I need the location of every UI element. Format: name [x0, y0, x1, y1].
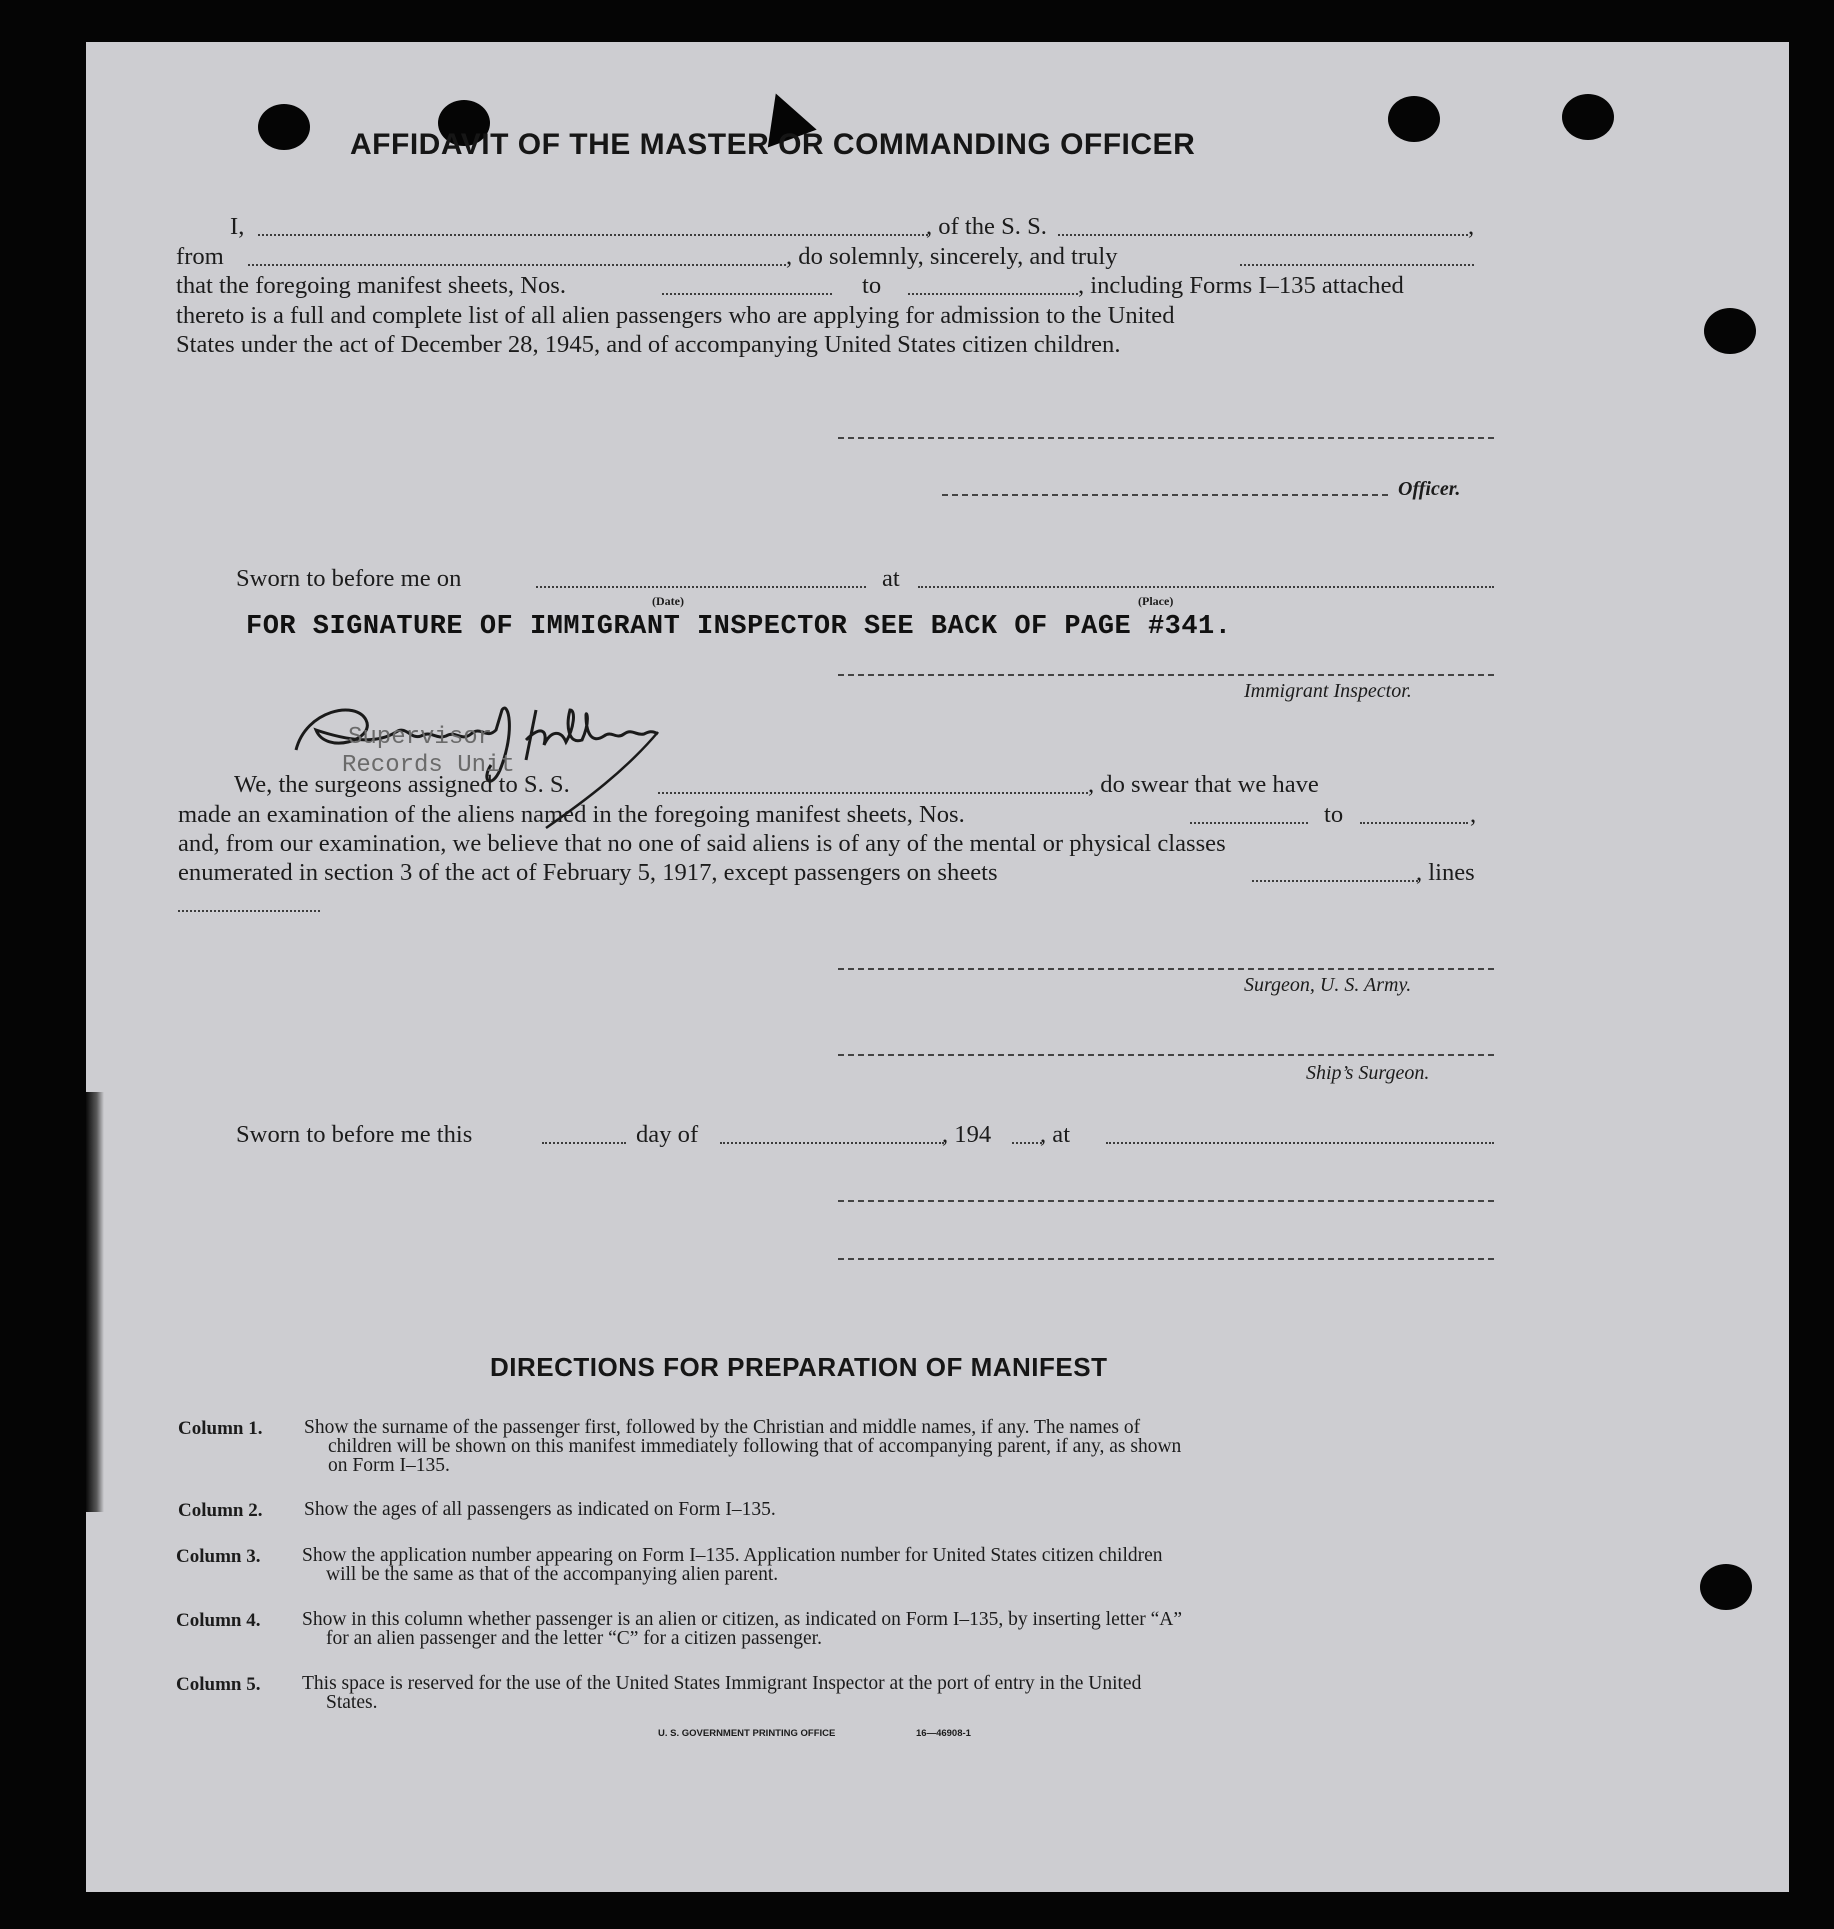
stamp-supervisor: Supervisor — [348, 724, 493, 751]
surgeons-line-4: enumerated in section 3 of the act of February 5, 1917, except passengers on sheets — [178, 859, 998, 886]
comma: , — [1470, 801, 1477, 828]
direction-label: Column 2. — [178, 1500, 263, 1521]
officer-signature-line — [838, 437, 1494, 439]
sworn-signature-line-2 — [838, 1258, 1494, 1260]
punch-hole — [258, 104, 310, 150]
directions-title: DIRECTIONS FOR PREPARATION OF MANIFEST — [490, 1352, 1108, 1382]
surgeon-sheet-to-blank — [1360, 822, 1468, 824]
sworn-second-place-blank — [1106, 1142, 1494, 1144]
comma: , — [1468, 213, 1475, 240]
direction-text: This space is reserved for the use of the United States Immigrant Inspector at the port of entry in the United — [302, 1673, 1142, 1694]
affidavit-i: I, — [230, 213, 245, 240]
surgeons-line-3: and, from our examination, we believe that no one of said aliens is of any of the mental or physical classes — [178, 830, 1226, 857]
surgeons-paragraph — [178, 770, 1588, 910]
sworn-at-text: at — [882, 565, 900, 592]
year-text: , 194 — [942, 1121, 992, 1148]
affidavit-forms-text: , including Forms I–135 attached — [1078, 272, 1404, 299]
direction-text-cont: children will be shown on this manifest immediately following that of accompanying parent, if any, as shown — [328, 1436, 1182, 1457]
affidavit-ship-text: , of the S. S. — [926, 213, 1047, 240]
printer-imprint: U. S. GOVERNMENT PRINTING OFFICE — [658, 1728, 836, 1739]
direction-label: Column 3. — [176, 1546, 261, 1567]
affidavit-paragraph — [176, 212, 1586, 372]
place-caption: (Place) — [1138, 594, 1174, 608]
lines-blank — [178, 910, 320, 912]
master-name-blank — [258, 234, 928, 236]
document-page — [86, 42, 1789, 1892]
surgeons-line-2: made an examination of the aliens named in the foregoing manifest sheets, Nos. — [178, 801, 965, 828]
swear-blank — [1240, 264, 1474, 266]
direction-text-cont: will be the same as that of the accompanying alien parent. — [326, 1564, 779, 1585]
ship-surgeon-signature-line — [838, 1054, 1494, 1056]
stamp-records-unit: Records Unit — [342, 752, 515, 779]
sworn-at-text: , at — [1040, 1121, 1071, 1148]
direction-text: Show the surname of the passenger first, followed by the Christian and middle names, if any. The names of — [304, 1417, 1141, 1438]
direction-text: Show in this column whether passenger is an alien or citizen, as indicated on Form I–135, by inserting letter “A” — [302, 1609, 1182, 1630]
punch-hole — [1704, 308, 1756, 354]
direction-text-cont: on Form I–135. — [328, 1455, 450, 1476]
affidavit-line-5: States under the act of December 28, 1945, and of accompanying United States citizen children. — [176, 331, 1121, 358]
date-caption: (Date) — [652, 594, 684, 608]
surgeons-text-b: , do swear that we have — [1088, 771, 1319, 798]
ship-surgeon-label: Ship’s Surgeon. — [1306, 1062, 1430, 1084]
sworn-place-blank — [918, 586, 1494, 588]
form-code: 16—46908-1 — [916, 1728, 971, 1739]
surgeons-text-a: We, the surgeons assigned to S. S. — [234, 771, 570, 798]
direction-text: Show the ages of all passengers as indicated on Form I–135. — [304, 1499, 776, 1520]
officer-label: Officer. — [1398, 478, 1461, 500]
page-title: AFFIDAVIT OF THE MASTER OR COMMANDING OFFICER — [350, 128, 1196, 161]
sworn-signature-line-1 — [838, 1200, 1494, 1202]
affidavit-manifest-text: that the foregoing manifest sheets, Nos. — [176, 272, 566, 299]
direction-label: Column 4. — [176, 1610, 261, 1631]
officer-title-line — [942, 494, 1388, 496]
surgeons-lines-text: , lines — [1416, 859, 1475, 886]
sworn-day-text: Sworn to before me this — [236, 1121, 473, 1148]
direction-label: Column 1. — [178, 1418, 263, 1439]
army-surgeon-label: Surgeon, U. S. Army. — [1244, 974, 1412, 996]
army-surgeon-signature-line — [838, 968, 1494, 970]
punch-hole — [1388, 96, 1440, 142]
year-blank — [1012, 1142, 1042, 1144]
sheet-from-blank — [662, 293, 832, 295]
from-port-blank — [248, 264, 786, 266]
except-sheets-blank — [1252, 880, 1418, 882]
punch-hole — [1700, 1564, 1752, 1610]
inspector-label: Immigrant Inspector. — [1244, 680, 1412, 702]
punch-hole — [1562, 94, 1614, 140]
to-text: to — [862, 272, 882, 299]
sworn-date-text: Sworn to before me on — [236, 565, 462, 592]
direction-text-cont: States. — [326, 1692, 378, 1713]
to-text: to — [1324, 801, 1344, 828]
affidavit-solemn: , do solemnly, sincerely, and truly — [786, 243, 1118, 270]
month-blank — [720, 1142, 944, 1144]
surgeon-sheet-from-blank — [1190, 822, 1308, 824]
affidavit-line-4: thereto is a full and complete list of all alien passengers who are applying for admission to the United — [176, 302, 1175, 329]
sworn-date-blank — [536, 586, 866, 588]
ship-name-blank — [1058, 234, 1468, 236]
affidavit-from: from — [176, 243, 224, 270]
direction-label: Column 5. — [176, 1674, 261, 1695]
direction-text: Show the application number appearing on Form I–135. Application number for United States citizen children — [302, 1545, 1163, 1566]
day-of-text: day of — [636, 1121, 699, 1148]
scan-edge-shadow — [86, 1092, 104, 1512]
day-blank — [542, 1142, 626, 1144]
inspector-signature-line — [838, 674, 1494, 676]
surgeon-ship-blank — [658, 792, 1088, 794]
direction-text-cont: for an alien passenger and the letter “C” for a citizen passenger. — [326, 1628, 822, 1649]
typed-inspector-note: FOR SIGNATURE OF IMMIGRANT INSPECTOR SEE BACK OF PAGE #341. — [246, 612, 1232, 642]
sheet-to-blank — [908, 293, 1078, 295]
